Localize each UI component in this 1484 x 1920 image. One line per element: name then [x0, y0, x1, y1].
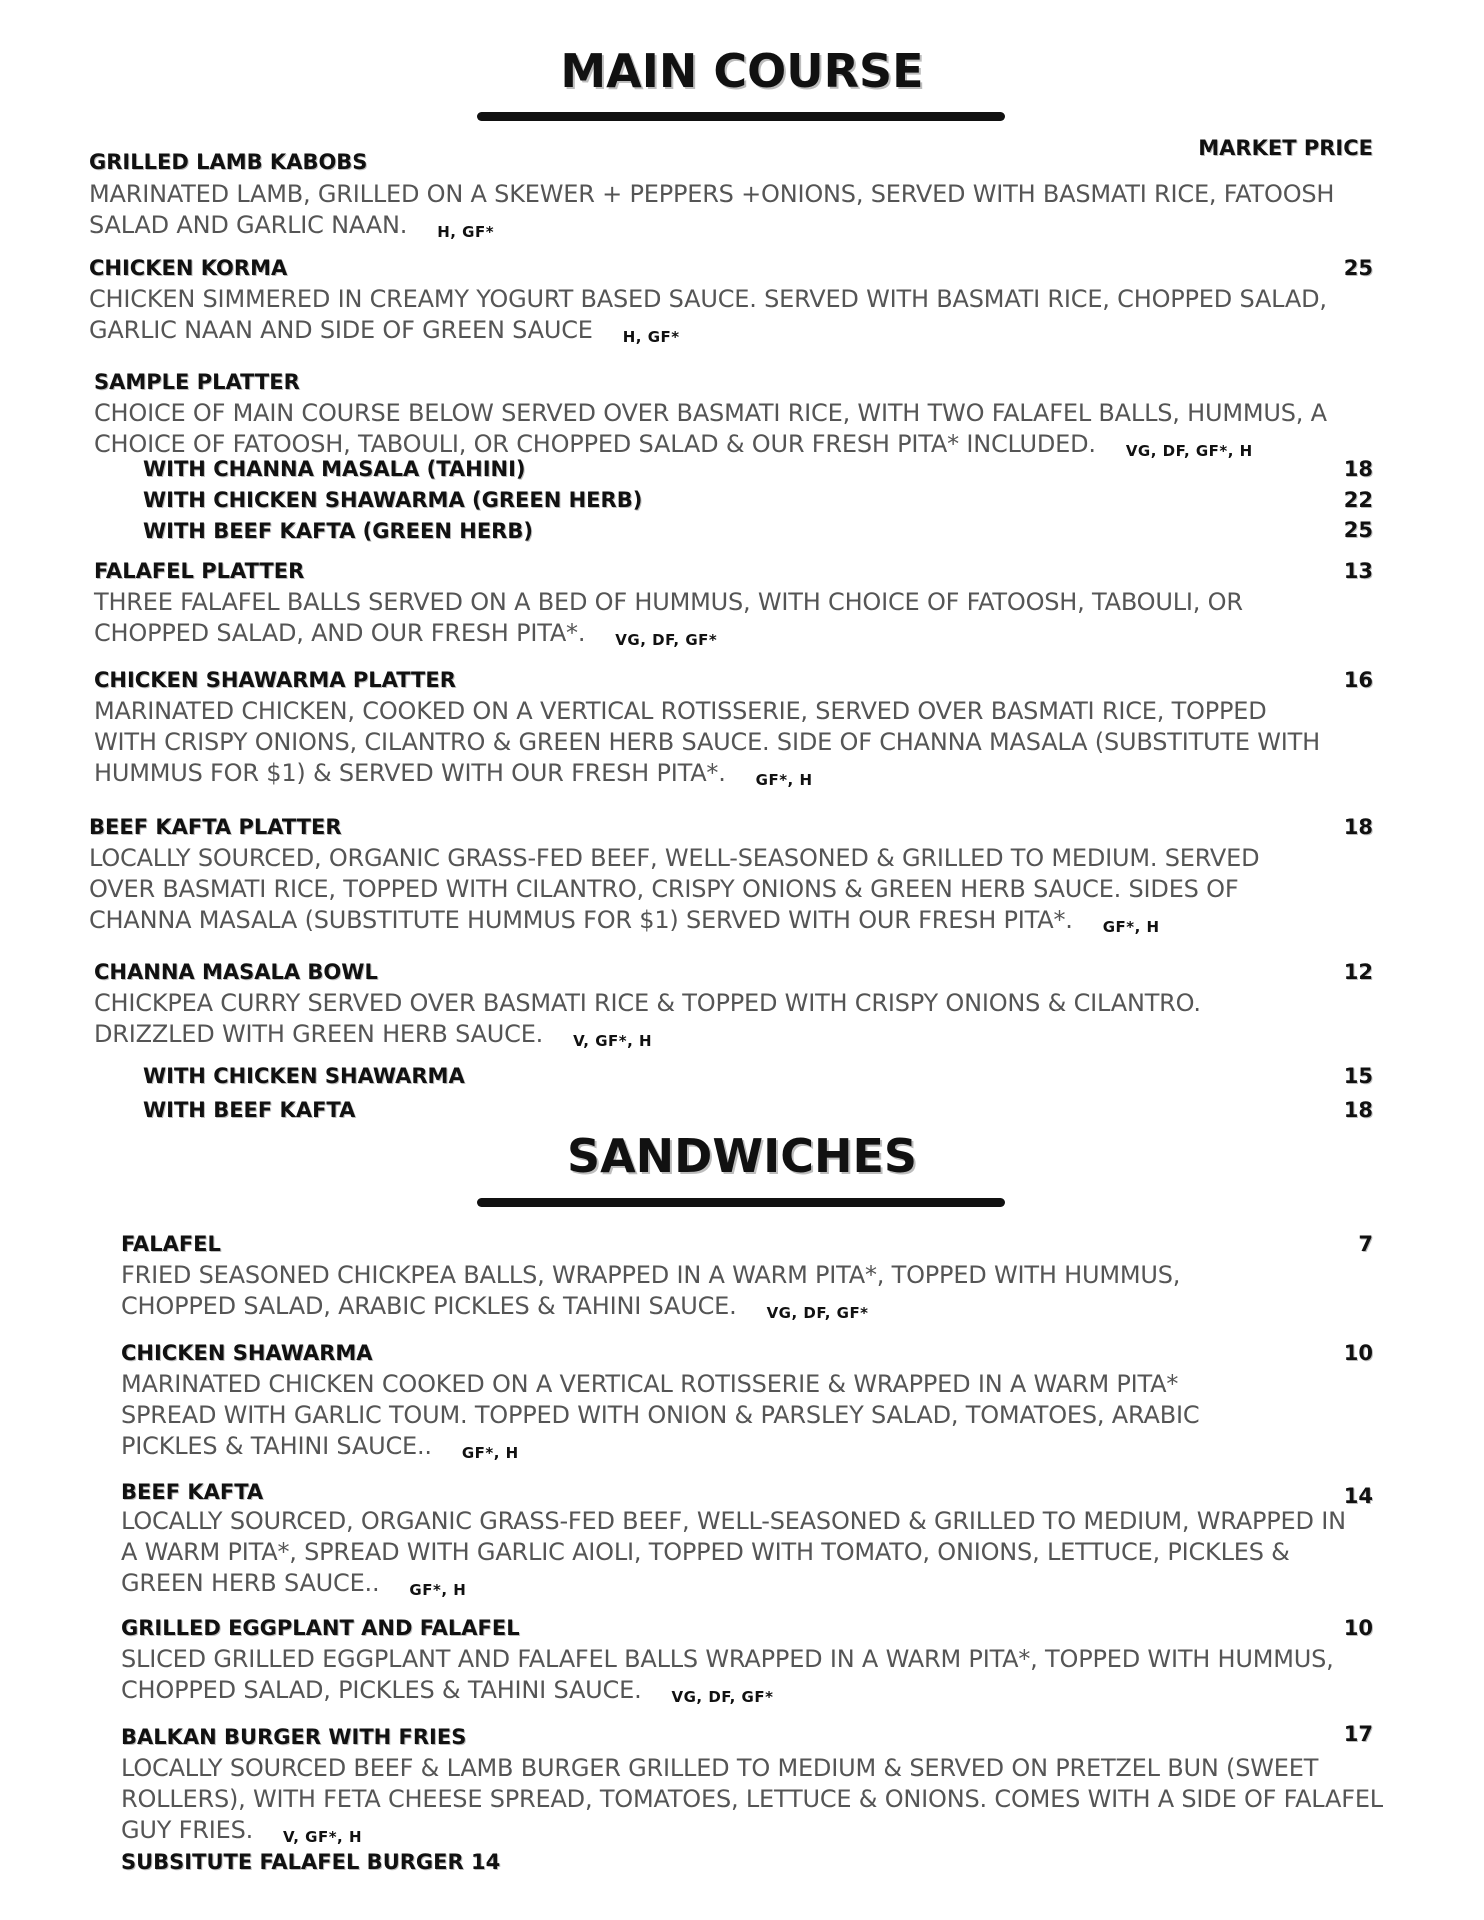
item-description: MARINATED CHICKEN, COOKED ON A VERTICAL ROTISSERIE, SERVED OVER BASMATI RICE, TOPPED WITH CRISPY ONIONS, CILANTRO & GREEN HERB SAUCE. SIDE OF CHANNA MASALA (SUBSTITUTE WITH HUMMUS FOR $1) & SERVED WITH OUR FRESH PITA*. GF*, H — [94, 697, 1320, 789]
option-price: 25 — [1343, 518, 1373, 542]
item-description: CHICKPEA CURRY SERVED OVER BASMATI RICE & TOPPED WITH CRISPY ONIONS & CILANTRO. DRIZZLED WITH GREEN HERB SAUCE. V, GF*, H — [94, 989, 1201, 1050]
option-price: 15 — [1343, 1064, 1373, 1088]
item-name: CHICKEN KORMA — [89, 256, 288, 280]
option-name: WITH BEEF KAFTA — [143, 1098, 356, 1122]
dietary-tags: H, GF* — [437, 223, 495, 241]
item-price: 17 — [1343, 1722, 1373, 1746]
item-name: GRILLED EGGPLANT AND FALAFEL — [121, 1616, 520, 1640]
dietary-tags: VG, DF, GF* — [615, 631, 718, 649]
dietary-tags: H, GF* — [622, 328, 680, 346]
dietary-tags: GF*, H — [1102, 918, 1160, 936]
item-name: SAMPLE PLATTER — [94, 370, 300, 394]
dietary-tags: VG, DF, GF*, H — [1125, 442, 1253, 460]
item-description: SLICED GRILLED EGGPLANT AND FALAFEL BALLS WRAPPED IN A WARM PITA*, TOPPED WITH HUMMUS, CHOPPED SALAD, PICKLES & TAHINI SAUCE. VG, DF, GF* — [121, 1645, 1334, 1706]
option-name: WITH CHANNA MASALA (TAHINI) — [143, 457, 526, 481]
item-price: MARKET PRICE — [1198, 136, 1373, 160]
substitute-note: SUBSITUTE FALAFEL BURGER 14 — [121, 1850, 501, 1874]
item-name: BEEF KAFTA PLATTER — [89, 815, 342, 839]
item-description: MARINATED LAMB, GRILLED ON A SKEWER + PEPPERS +ONIONS, SERVED WITH BASMATI RICE, FATOOSH SALAD AND GARLIC NAAN. H, GF* — [89, 180, 1335, 241]
option-name: WITH BEEF KAFTA (GREEN HERB) — [143, 519, 533, 543]
item-price: 10 — [1343, 1341, 1373, 1365]
option-name: WITH CHICKEN SHAWARMA — [143, 1064, 465, 1088]
item-name: CHICKEN SHAWARMA PLATTER — [94, 668, 456, 692]
item-description: FRIED SEASONED CHICKPEA BALLS, WRAPPED IN A WARM PITA*, TOPPED WITH HUMMUS, CHOPPED SALAD, ARABIC PICKLES & TAHINI SAUCE. VG, DF, GF* — [121, 1261, 1181, 1322]
item-description: LOCALLY SOURCED, ORGANIC GRASS-FED BEEF, WELL-SEASONED & GRILLED TO MEDIUM. SERVED OVER BASMATI RICE, TOPPED WITH CILANTRO, CRISPY ONIONS & GREEN HERB SAUCE. SIDES OF CHANNA MASALA (SUBSTITUTE HUMMUS FOR $1) SERVED WITH OUR FRESH PITA*. GF*, H — [89, 844, 1260, 936]
option-price: 18 — [1343, 1098, 1373, 1122]
item-description: MARINATED CHICKEN COOKED ON A VERTICAL ROTISSERIE & WRAPPED IN A WARM PITA* SPREAD WITH GARLIC TOUM. TOPPED WITH ONION & PARSLEY SALAD, TOMATOES, ARABIC PICKLES & TAHINI SAUCE.. GF*, H — [121, 1370, 1200, 1462]
item-price: 25 — [1343, 256, 1373, 280]
option-price: 22 — [1343, 488, 1373, 512]
item-description: CHICKEN SIMMERED IN CREAMY YOGURT BASED SAUCE. SERVED WITH BASMATI RICE, CHOPPED SALAD, GARLIC NAAN AND SIDE OF GREEN SAUCE H, GF* — [89, 285, 1327, 346]
item-description: THREE FALAFEL BALLS SERVED ON A BED OF HUMMUS, WITH CHOICE OF FATOOSH, TABOULI, OR CHOPPED SALAD, AND OUR FRESH PITA*. VG, DF, GF* — [94, 588, 1243, 649]
item-name: CHICKEN SHAWARMA — [121, 1341, 373, 1365]
main-course-title: MAIN COURSE — [560, 44, 924, 98]
dietary-tags: GF*, H — [409, 1581, 467, 1599]
item-price: 10 — [1343, 1616, 1373, 1640]
item-price: 13 — [1343, 559, 1373, 583]
dietary-tags: VG, DF, GF* — [766, 1304, 869, 1322]
main-course-divider — [477, 112, 1005, 121]
dietary-tags: V, GF*, H — [573, 1032, 653, 1050]
item-price: 16 — [1343, 668, 1373, 692]
option-name: WITH CHICKEN SHAWARMA (GREEN HERB) — [143, 488, 643, 512]
item-description: CHOICE OF MAIN COURSE BELOW SERVED OVER BASMATI RICE, WITH TWO FALAFEL BALLS, HUMMUS, A CHOICE OF FATOOSH, TABOULI, OR CHOPPED SALAD & OUR FRESH PITA* INCLUDED. VG, DF, GF*, H — [94, 399, 1327, 460]
item-price: 14 — [1343, 1484, 1373, 1508]
dietary-tags: GF*, H — [755, 771, 813, 789]
item-name: FALAFEL — [121, 1232, 221, 1256]
sandwiches-title: SANDWICHES — [566, 1129, 918, 1183]
item-price: 7 — [1358, 1232, 1373, 1256]
item-name: FALAFEL PLATTER — [94, 559, 305, 583]
item-name: GRILLED LAMB KABOBS — [89, 150, 368, 174]
sandwiches-divider — [477, 1198, 1005, 1207]
item-price: 12 — [1343, 960, 1373, 984]
dietary-tags: V, GF*, H — [283, 1828, 363, 1846]
item-name: CHANNA MASALA BOWL — [94, 960, 378, 984]
option-price: 18 — [1343, 457, 1373, 481]
item-name: BEEF KAFTA — [121, 1480, 264, 1504]
item-description: LOCALLY SOURCED, ORGANIC GRASS-FED BEEF, WELL-SEASONED & GRILLED TO MEDIUM, WRAPPED IN A WARM PITA*, SPREAD WITH GARLIC AIOLI, TOPPED WITH TOMATO, ONIONS, LETTUCE, PICKLES & GREEN HERB SAUCE.. GF*, H — [121, 1507, 1346, 1599]
item-name: BALKAN BURGER WITH FRIES — [121, 1725, 467, 1749]
item-description: LOCALLY SOURCED BEEF & LAMB BURGER GRILLED TO MEDIUM & SERVED ON PRETZEL BUN (SWEET ROLLERS), WITH FETA CHEESE SPREAD, TOMATOES, LETTUCE & ONIONS. COMES WITH A SIDE OF FALAFEL GUY FRIES. V, GF*, H — [121, 1754, 1383, 1846]
item-price: 18 — [1343, 815, 1373, 839]
dietary-tags: VG, DF, GF* — [671, 1688, 774, 1706]
dietary-tags: GF*, H — [461, 1444, 519, 1462]
